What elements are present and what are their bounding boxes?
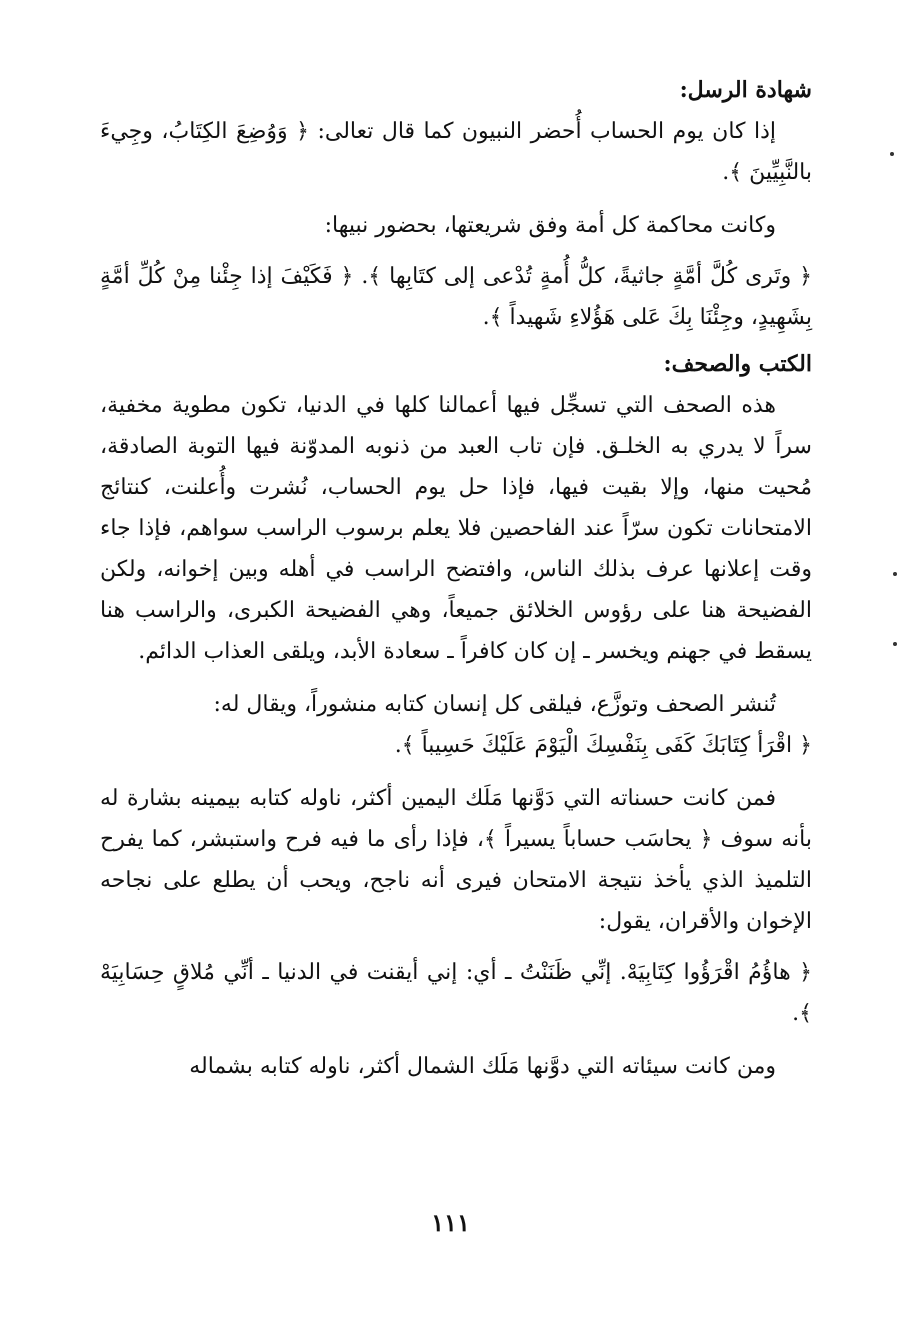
paragraph-suhuf: هذه الصحف التي تسجِّل فيها أعمالنا كلها في الدنيا، تكون مطوية مخفية، سراً لا يدري به الخلـق. فإن تاب العبد من ذنوبه المدوّنة فيها التوبة الصادقة، مُحيت منها، وإلا بقيت فيها، فإذا حل يوم الحساب، نُشرت وأُعلنت، كنتائج الامتحانات تكون سرّاً عند الفاحصين فلا يعلم برسوب الراسب سواهم، فإذا جاء وقت إعلانها عرف بذلك الناس، وافتضح الراسب في أهله وبين إخوانه، ولكن الفضيحة هنا على رؤوس الخلائق جميعاً، وهي الفضيحة الكبرى، والراسب هنا يسقط في جهنم ويخسر ـ إن كان كافراً ـ سعادة الأبد، ويلقى العذاب الدائم. (100, 393, 812, 664)
margin-mark-middle (893, 572, 897, 576)
margin-mark-lower (893, 642, 897, 646)
paragraph-yamin: فمن كانت حسناته التي دَوَّنها مَلَك اليمين أكثر، ناوله كتابه بيمينه بشارة له بأنه سوف ﴿ يحاسَب حساباً يسيراً ﴾، فإذا رأى ما فيه فرح واستبشر، كما يفرح التلميذ الذي يأخذ نتيجة الامتحان فيرى أنه ناجح، ويحب أن يطلع على نجاحه الإخوان والأقران، يقول: (100, 786, 812, 934)
paragraph-nashr: تُنشر الصحف وتوزَّع، فيلقى كل إنسان كتابه منشوراً، ويقال له: (213, 692, 776, 717)
paragraph-shimal: ومن كانت سيئاته التي دوَّنها مَلَك الشمال أكثر، ناوله كتابه بشماله (189, 1054, 776, 1079)
page-number: ١١١ (431, 1208, 470, 1237)
heading-kutub: الكتب والصحف: (663, 351, 812, 377)
page-body (100, 70, 812, 1087)
verse-iqra: ﴿ اقْرَأ كِتَابَكَ كَفَى بِنَفْسِكَ الْيَوْمَ عَلَيْكَ حَسِيباً ﴾. (394, 733, 812, 758)
paragraph-muhakama: وكانت محاكمة كل أمة وفق شريعتها، بحضور نبيها: (324, 213, 776, 238)
heading-rusul: شهادة الرسل: (679, 77, 812, 103)
verse-haaumu: ﴿ هاؤُمُ اقْرَؤُوا كِتَابِيَهْ. إنِّي ظَنَنْتُ ـ أي: إني أيقنت في الدنيا ـ أنِّي مُلاقٍ حِسَابِيَهْ ﴾. (100, 960, 812, 1026)
verse-umma: ﴿ وتَرى كُلَّ أمَّةٍ جاثيةً، كلُّ أُمةٍ تُدْعى إلى كتَابِها ﴾. ﴿ فَكَيْفَ إذا جِئْنا مِنْ كُلِّ أمَّةٍ بِشَهِيدٍ، وجِئْنَا بِكَ عَلى هَؤُلاءِ شَهيداً ﴾. (100, 264, 812, 330)
paragraph-hisab: إذا كان يوم الحساب أُحضر النبيون كما قال تعالى: ﴿ وَوُضِعَ الكِتَابُ، وجِيءَ بالنَّبِيِّينَ ﴾. (100, 119, 812, 185)
margin-mark-top (890, 152, 894, 156)
